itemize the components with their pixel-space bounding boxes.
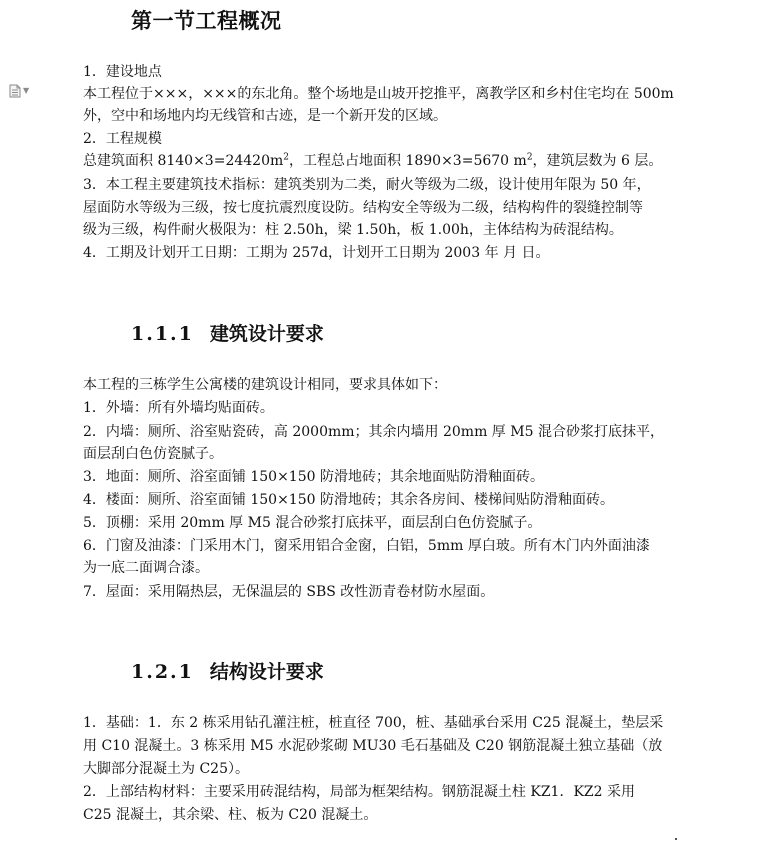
arch-item-3: 3．地面：厕所、浴室面铺 150×150 防滑地砖；其余地面贴防滑釉面砖。: [83, 469, 544, 485]
tech-line-2: 屋面防水等级为三级，按七度抗震烈度设防。结构安全等级为二级，结构构件的裂缝控制等: [83, 200, 643, 216]
site-line-1: 本工程位于×××，×××的东北角。整个场地是山坡开挖推平，离教学区和乡村住宅均在 500m: [83, 86, 674, 102]
struct-item-1c: 大脚部分混凝土为 C25）。: [83, 761, 249, 777]
arch-item-5: 5．顶棚：采用 20mm 厚 M5 混合砂浆打底抹平，面层刮白色仿瓷腻子。: [83, 515, 542, 531]
arch-item-2b: 面层刮白色仿瓷腻子。: [83, 446, 223, 462]
arch-item-6a: 6．门窗及油漆：门采用木门，窗采用铝合金窗，白铝，5mm 厚白玻。所有木门内外面油漆: [83, 538, 650, 554]
arch-intro: 本工程的三栋学生公寓楼的建筑设计相同，要求具体如下：: [83, 377, 447, 393]
arch-item-1: 1．外墙：所有外墙均贴面砖。: [83, 400, 274, 416]
heading-text: 结构设计要求: [209, 661, 324, 683]
page-mark: [675, 838, 677, 840]
building-area-text: 总建筑面积 8140×3=24420m: [83, 153, 284, 169]
superscript: 2: [526, 152, 533, 163]
document-icon: [9, 84, 21, 98]
site-area-text: ，工程总占地面积 1890×3=5670 m: [289, 153, 527, 169]
heading-text: 建筑设计要求: [209, 323, 324, 345]
tech-line-1: 3．本工程主要建筑技术指标：建筑类别为二类，耐火等级为二级，设计使用年限为 50 年，: [83, 177, 651, 193]
struct-item-1b: 用 C10 混凝土。3 栋采用 M5 水泥砂浆砌 MU30 毛石基础及 C20 钢筋混凝土独立基础（放: [83, 738, 663, 754]
heading-struct: [131, 657, 324, 684]
struct-item-2b: C25 混凝土，其余梁、柱、板为 C20 混凝土。: [83, 807, 378, 823]
struct-item-2a: 2．上部结构材料：主要采用砖混结构，局部为框架结构。钢筋混凝土柱 KZ1．KZ2 采用: [83, 784, 635, 800]
site-line-2: 外，空中和场地内均无线管和古迹，是一个新开发的区域。: [83, 108, 447, 124]
schedule-line: 4．工期及计划开工日期：工期为 257d，计划开工日期为 2003 年 月 日。: [83, 245, 550, 261]
heading-number: 1.2.1: [131, 661, 194, 683]
arch-item-6b: 为一底二面调合漆。: [83, 560, 209, 576]
arch-item-2a: 2．内墙：厕所、浴室贴瓷砖，高 2000mm；其余内墙用 20mm 厚 M5 混合砂浆打底抹平，: [83, 424, 664, 440]
chevron-down-icon: ▼: [23, 86, 30, 95]
scale-line: [83, 150, 662, 172]
floors-text: ，建筑层数为 6 层。: [532, 153, 663, 169]
site-heading: 1．建设地点: [83, 64, 162, 80]
arch-item-4: 4．楼面：厕所、浴室面铺 150×150 防滑地砖；其余各房间、楼梯间贴防滑釉面砖。: [83, 492, 614, 508]
struct-item-1a: 1．基础：1．东 2 栋采用钻孔灌注桩，桩直径 700，桩、基础承台采用 C25 混凝土，垫层采: [83, 715, 664, 731]
scale-heading: 2．工程规模: [83, 131, 162, 147]
page-title: 第一节工程概况: [131, 8, 282, 33]
heading-arch: [131, 319, 324, 346]
superscript: 2: [283, 152, 289, 163]
arch-item-7: 7．屋面：采用隔热层，无保温层的 SBS 改性沥青卷材防水屋面。: [83, 584, 495, 600]
heading-number: 1.1.1: [131, 323, 194, 345]
paragraph-marker[interactable]: [9, 84, 29, 98]
tech-line-3: 级为三级，构件耐火极限为：柱 2.50h，梁 1.50h，板 1.00h，主体结构为砖混结构。: [83, 222, 623, 238]
